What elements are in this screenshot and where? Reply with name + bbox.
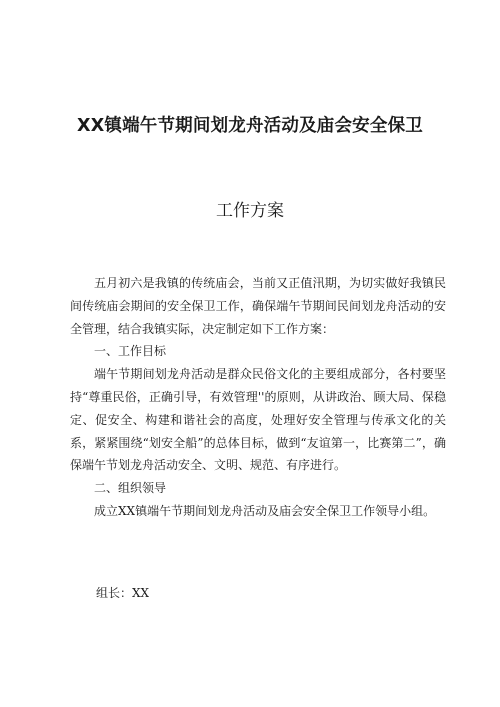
section-heading-organization: 二、组织领导 [94, 481, 167, 496]
document-title: XX镇端午节期间划龙舟活动及庙会安全保卫 [77, 116, 423, 136]
organization-paragraph: 成立XX镇端午节期间划龙舟活动及庙会安全保卫工作领导小组。 [94, 503, 436, 518]
section-heading-goals: 一、工作目标 [94, 344, 167, 359]
intro-paragraph: 五月初六是我镇的传统庙会，当前又正值汛期，为切实做好我镇民间传统庙会期间的安全保卫工作，确保端午节期间民间划龙舟活动的安全管理，结合我镇实际，决定制定如下工作方案： [70, 276, 446, 336]
document-subtitle: 工作方案 [216, 201, 284, 221]
document-body [70, 272, 446, 523]
goals-paragraph: 端午节期间划龙舟活动是群众民俗文化的主要组成部分，各村要坚持“尊重民俗，正确引导，有效管理''的原则，从讲政治、顾大局、保稳定、促安全、构建和谐社会的高度，处理好安全管理与传承文化的关系，紧紧围绕“划安全船”的总体目标，做到“友谊第一，比赛第二”，确保端午节划龙舟活动安全、文明、规范、有序进行。 [70, 367, 446, 473]
leader-line: 组长：XX [96, 586, 150, 600]
